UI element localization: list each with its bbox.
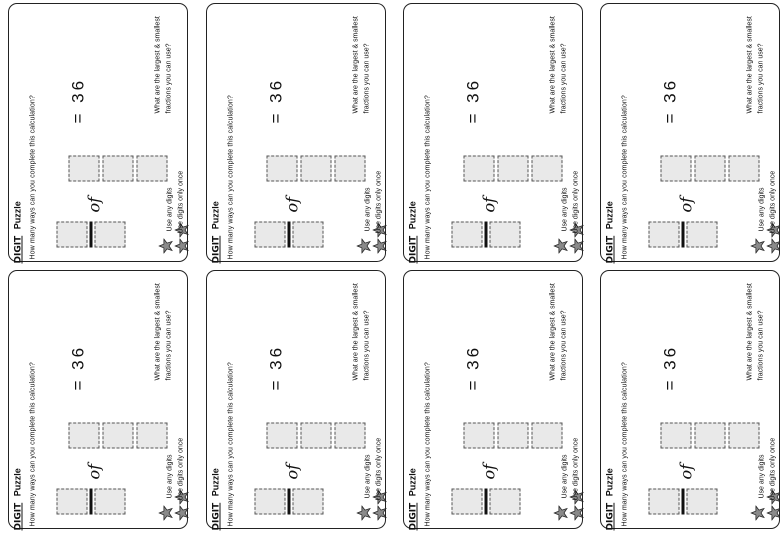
star-icon <box>174 505 189 520</box>
card-title <box>604 201 615 263</box>
target-number: 36 <box>660 77 679 103</box>
target-number: 36 <box>463 77 482 103</box>
digit-box[interactable] <box>102 155 133 181</box>
fraction-bar <box>484 221 487 247</box>
option-any-digits: Use any digits <box>364 187 371 231</box>
card-title <box>604 468 615 530</box>
puzzle-card <box>403 270 583 529</box>
of-text: of <box>84 196 103 212</box>
fraction <box>56 221 125 247</box>
title-digit: DIGIT <box>211 502 221 530</box>
target-number: 36 <box>68 344 87 370</box>
question-text: How many ways can you complete this calculation? <box>621 361 628 526</box>
title-puzzle: Puzzle <box>604 200 614 229</box>
equation-result <box>463 344 483 390</box>
denominator-box[interactable] <box>489 488 520 514</box>
denominator-box[interactable] <box>292 488 323 514</box>
number-boxes <box>463 155 565 181</box>
fraction-bar <box>681 221 684 247</box>
card-content <box>207 4 387 263</box>
digit-box[interactable] <box>334 155 365 181</box>
question-text: How many ways can you complete this calculation? <box>29 94 36 259</box>
star-icon <box>553 505 568 520</box>
title-digit: DIGIT <box>408 502 418 530</box>
fraction <box>56 488 125 514</box>
title-digit: DIGIT <box>605 235 615 263</box>
card-title <box>407 201 418 263</box>
option-digits-once: Use digits only once <box>177 170 184 233</box>
option-any-digits: Use any digits <box>758 454 765 498</box>
fraction <box>254 488 323 514</box>
star-icon <box>750 505 765 520</box>
equation-result <box>660 344 680 390</box>
of-text: of <box>479 463 498 479</box>
star-icon <box>569 505 584 520</box>
digit-box[interactable] <box>102 422 133 448</box>
card-content <box>9 4 189 263</box>
option-any-digits: Use any digits <box>166 454 173 498</box>
title-digit: DIGIT <box>211 235 221 263</box>
digit-box[interactable] <box>300 422 331 448</box>
question-text: How many ways can you complete this calculation? <box>621 94 628 259</box>
challenge-text: What are the largest & smallest fractions you can use? <box>154 282 172 380</box>
number-boxes <box>68 155 170 181</box>
puzzle-card <box>206 3 386 262</box>
equals-sign: = <box>660 110 679 123</box>
digit-box[interactable] <box>660 422 691 448</box>
numerator-box[interactable] <box>648 221 679 247</box>
title-puzzle: Puzzle <box>407 200 417 229</box>
card-content <box>404 271 584 530</box>
challenge-text: What are the largest & smallest fractions you can use? <box>154 15 172 113</box>
number-boxes <box>266 422 368 448</box>
puzzle-card <box>8 3 188 262</box>
numerator-box[interactable] <box>451 488 482 514</box>
denominator-box[interactable] <box>686 221 717 247</box>
title-digit: DIGIT <box>13 502 23 530</box>
option-digits-once: Use digits only once <box>572 437 579 500</box>
denominator-box[interactable] <box>686 488 717 514</box>
digit-box[interactable] <box>136 422 167 448</box>
challenge-text: What are the largest & smallest fractions you can use? <box>746 15 764 113</box>
numerator-box[interactable] <box>56 221 87 247</box>
target-number: 36 <box>266 344 285 370</box>
option-digits-once: Use digits only once <box>375 437 382 500</box>
star-icon <box>372 505 387 520</box>
title-puzzle: Puzzle <box>407 467 417 496</box>
fraction <box>451 488 520 514</box>
digit-box[interactable] <box>68 155 99 181</box>
option-any-digits: Use any digits <box>561 187 568 231</box>
digit-box[interactable] <box>136 155 167 181</box>
equation-result <box>68 344 88 390</box>
number-boxes <box>68 422 170 448</box>
fraction-bar <box>484 488 487 514</box>
numerator-box[interactable] <box>56 488 87 514</box>
equals-sign: = <box>463 110 482 123</box>
card-content <box>207 271 387 530</box>
digit-box[interactable] <box>728 422 759 448</box>
digit-box[interactable] <box>68 422 99 448</box>
question-text: How many ways can you complete this calculation? <box>227 94 234 259</box>
question-text: How many ways can you complete this calculation? <box>227 361 234 526</box>
star-icon <box>553 238 568 253</box>
card-title <box>210 468 221 530</box>
digit-box[interactable] <box>728 155 759 181</box>
target-number: 36 <box>660 344 679 370</box>
of-text: of <box>676 463 695 479</box>
star-icon <box>356 505 371 520</box>
puzzle-card <box>600 3 780 262</box>
denominator-box[interactable] <box>94 488 125 514</box>
denominator-box[interactable] <box>292 221 323 247</box>
star-icon <box>766 238 780 253</box>
challenge-text: What are the largest & smallest fractions you can use? <box>352 282 370 380</box>
card-title <box>407 468 418 530</box>
of-text: of <box>84 463 103 479</box>
title-digit: DIGIT <box>408 235 418 263</box>
card-content <box>601 4 780 263</box>
digit-box[interactable] <box>660 155 691 181</box>
challenge-text: What are the largest & smallest fractions you can use? <box>746 282 764 380</box>
fraction <box>451 221 520 247</box>
star-icon <box>356 238 371 253</box>
digit-box[interactable] <box>531 155 562 181</box>
puzzle-card <box>600 270 780 529</box>
fraction-bar <box>287 488 290 514</box>
puzzle-card <box>8 270 188 529</box>
equation-result <box>660 77 680 123</box>
option-any-digits: Use any digits <box>166 187 173 231</box>
number-boxes <box>660 155 762 181</box>
equals-sign: = <box>266 110 285 123</box>
digit-box[interactable] <box>266 155 297 181</box>
number-boxes <box>660 422 762 448</box>
fraction-bar <box>89 221 92 247</box>
puzzle-card <box>206 270 386 529</box>
card-content <box>9 271 189 530</box>
fraction-bar <box>681 488 684 514</box>
title-puzzle: Puzzle <box>12 467 22 496</box>
equation-result <box>266 77 286 123</box>
equals-sign: = <box>660 377 679 390</box>
digit-box[interactable] <box>497 155 528 181</box>
numerator-box[interactable] <box>648 488 679 514</box>
digit-box[interactable] <box>531 422 562 448</box>
question-text: How many ways can you complete this calculation? <box>424 361 431 526</box>
option-digits-once: Use digits only once <box>769 170 776 233</box>
title-puzzle: Puzzle <box>210 467 220 496</box>
digit-box[interactable] <box>497 422 528 448</box>
fraction <box>648 221 717 247</box>
star-icon <box>569 238 584 253</box>
title-puzzle: Puzzle <box>604 467 614 496</box>
fraction-bar <box>287 221 290 247</box>
star-icon <box>174 238 189 253</box>
number-boxes <box>266 155 368 181</box>
title-digit: DIGIT <box>13 235 23 263</box>
question-text: How many ways can you complete this calculation? <box>424 94 431 259</box>
challenge-text: What are the largest & smallest fractions you can use? <box>549 15 567 113</box>
star-icon <box>766 505 780 520</box>
star-icon <box>750 238 765 253</box>
digit-box[interactable] <box>463 422 494 448</box>
option-digits-once: Use digits only once <box>375 170 382 233</box>
option-digits-once: Use digits only once <box>769 437 776 500</box>
option-any-digits: Use any digits <box>364 454 371 498</box>
digit-box[interactable] <box>266 422 297 448</box>
star-icon <box>158 505 173 520</box>
numerator-box[interactable] <box>451 221 482 247</box>
title-puzzle: Puzzle <box>12 200 22 229</box>
of-text: of <box>676 196 695 212</box>
fraction <box>648 488 717 514</box>
option-digits-once: Use digits only once <box>572 170 579 233</box>
equals-sign: = <box>68 377 87 390</box>
numerator-box[interactable] <box>254 221 285 247</box>
card-title <box>12 468 23 530</box>
of-text: of <box>479 196 498 212</box>
target-number: 36 <box>266 77 285 103</box>
star-icon <box>158 238 173 253</box>
option-digits-once: Use digits only once <box>177 437 184 500</box>
star-icon <box>372 238 387 253</box>
of-text: of <box>282 196 301 212</box>
question-text: How many ways can you complete this calculation? <box>29 361 36 526</box>
equals-sign: = <box>463 377 482 390</box>
challenge-text: What are the largest & smallest fractions you can use? <box>549 282 567 380</box>
title-puzzle: Puzzle <box>210 200 220 229</box>
fraction-bar <box>89 488 92 514</box>
card-content <box>404 4 584 263</box>
equals-sign: = <box>68 110 87 123</box>
card-title <box>210 201 221 263</box>
card-title <box>12 201 23 263</box>
option-any-digits: Use any digits <box>758 187 765 231</box>
equation-result <box>463 77 483 123</box>
option-any-digits: Use any digits <box>561 454 568 498</box>
fraction <box>254 221 323 247</box>
equation-result <box>68 77 88 123</box>
digit-box[interactable] <box>334 422 365 448</box>
denominator-box[interactable] <box>489 221 520 247</box>
equals-sign: = <box>266 377 285 390</box>
of-text: of <box>282 463 301 479</box>
title-digit: DIGIT <box>605 502 615 530</box>
target-number: 36 <box>463 344 482 370</box>
denominator-box[interactable] <box>94 221 125 247</box>
digit-box[interactable] <box>463 155 494 181</box>
card-content <box>601 271 780 530</box>
digit-box[interactable] <box>694 422 725 448</box>
puzzle-card <box>403 3 583 262</box>
digit-box[interactable] <box>300 155 331 181</box>
digit-box[interactable] <box>694 155 725 181</box>
challenge-text: What are the largest & smallest fractions you can use? <box>352 15 370 113</box>
numerator-box[interactable] <box>254 488 285 514</box>
target-number: 36 <box>68 77 87 103</box>
number-boxes <box>463 422 565 448</box>
equation-result <box>266 344 286 390</box>
